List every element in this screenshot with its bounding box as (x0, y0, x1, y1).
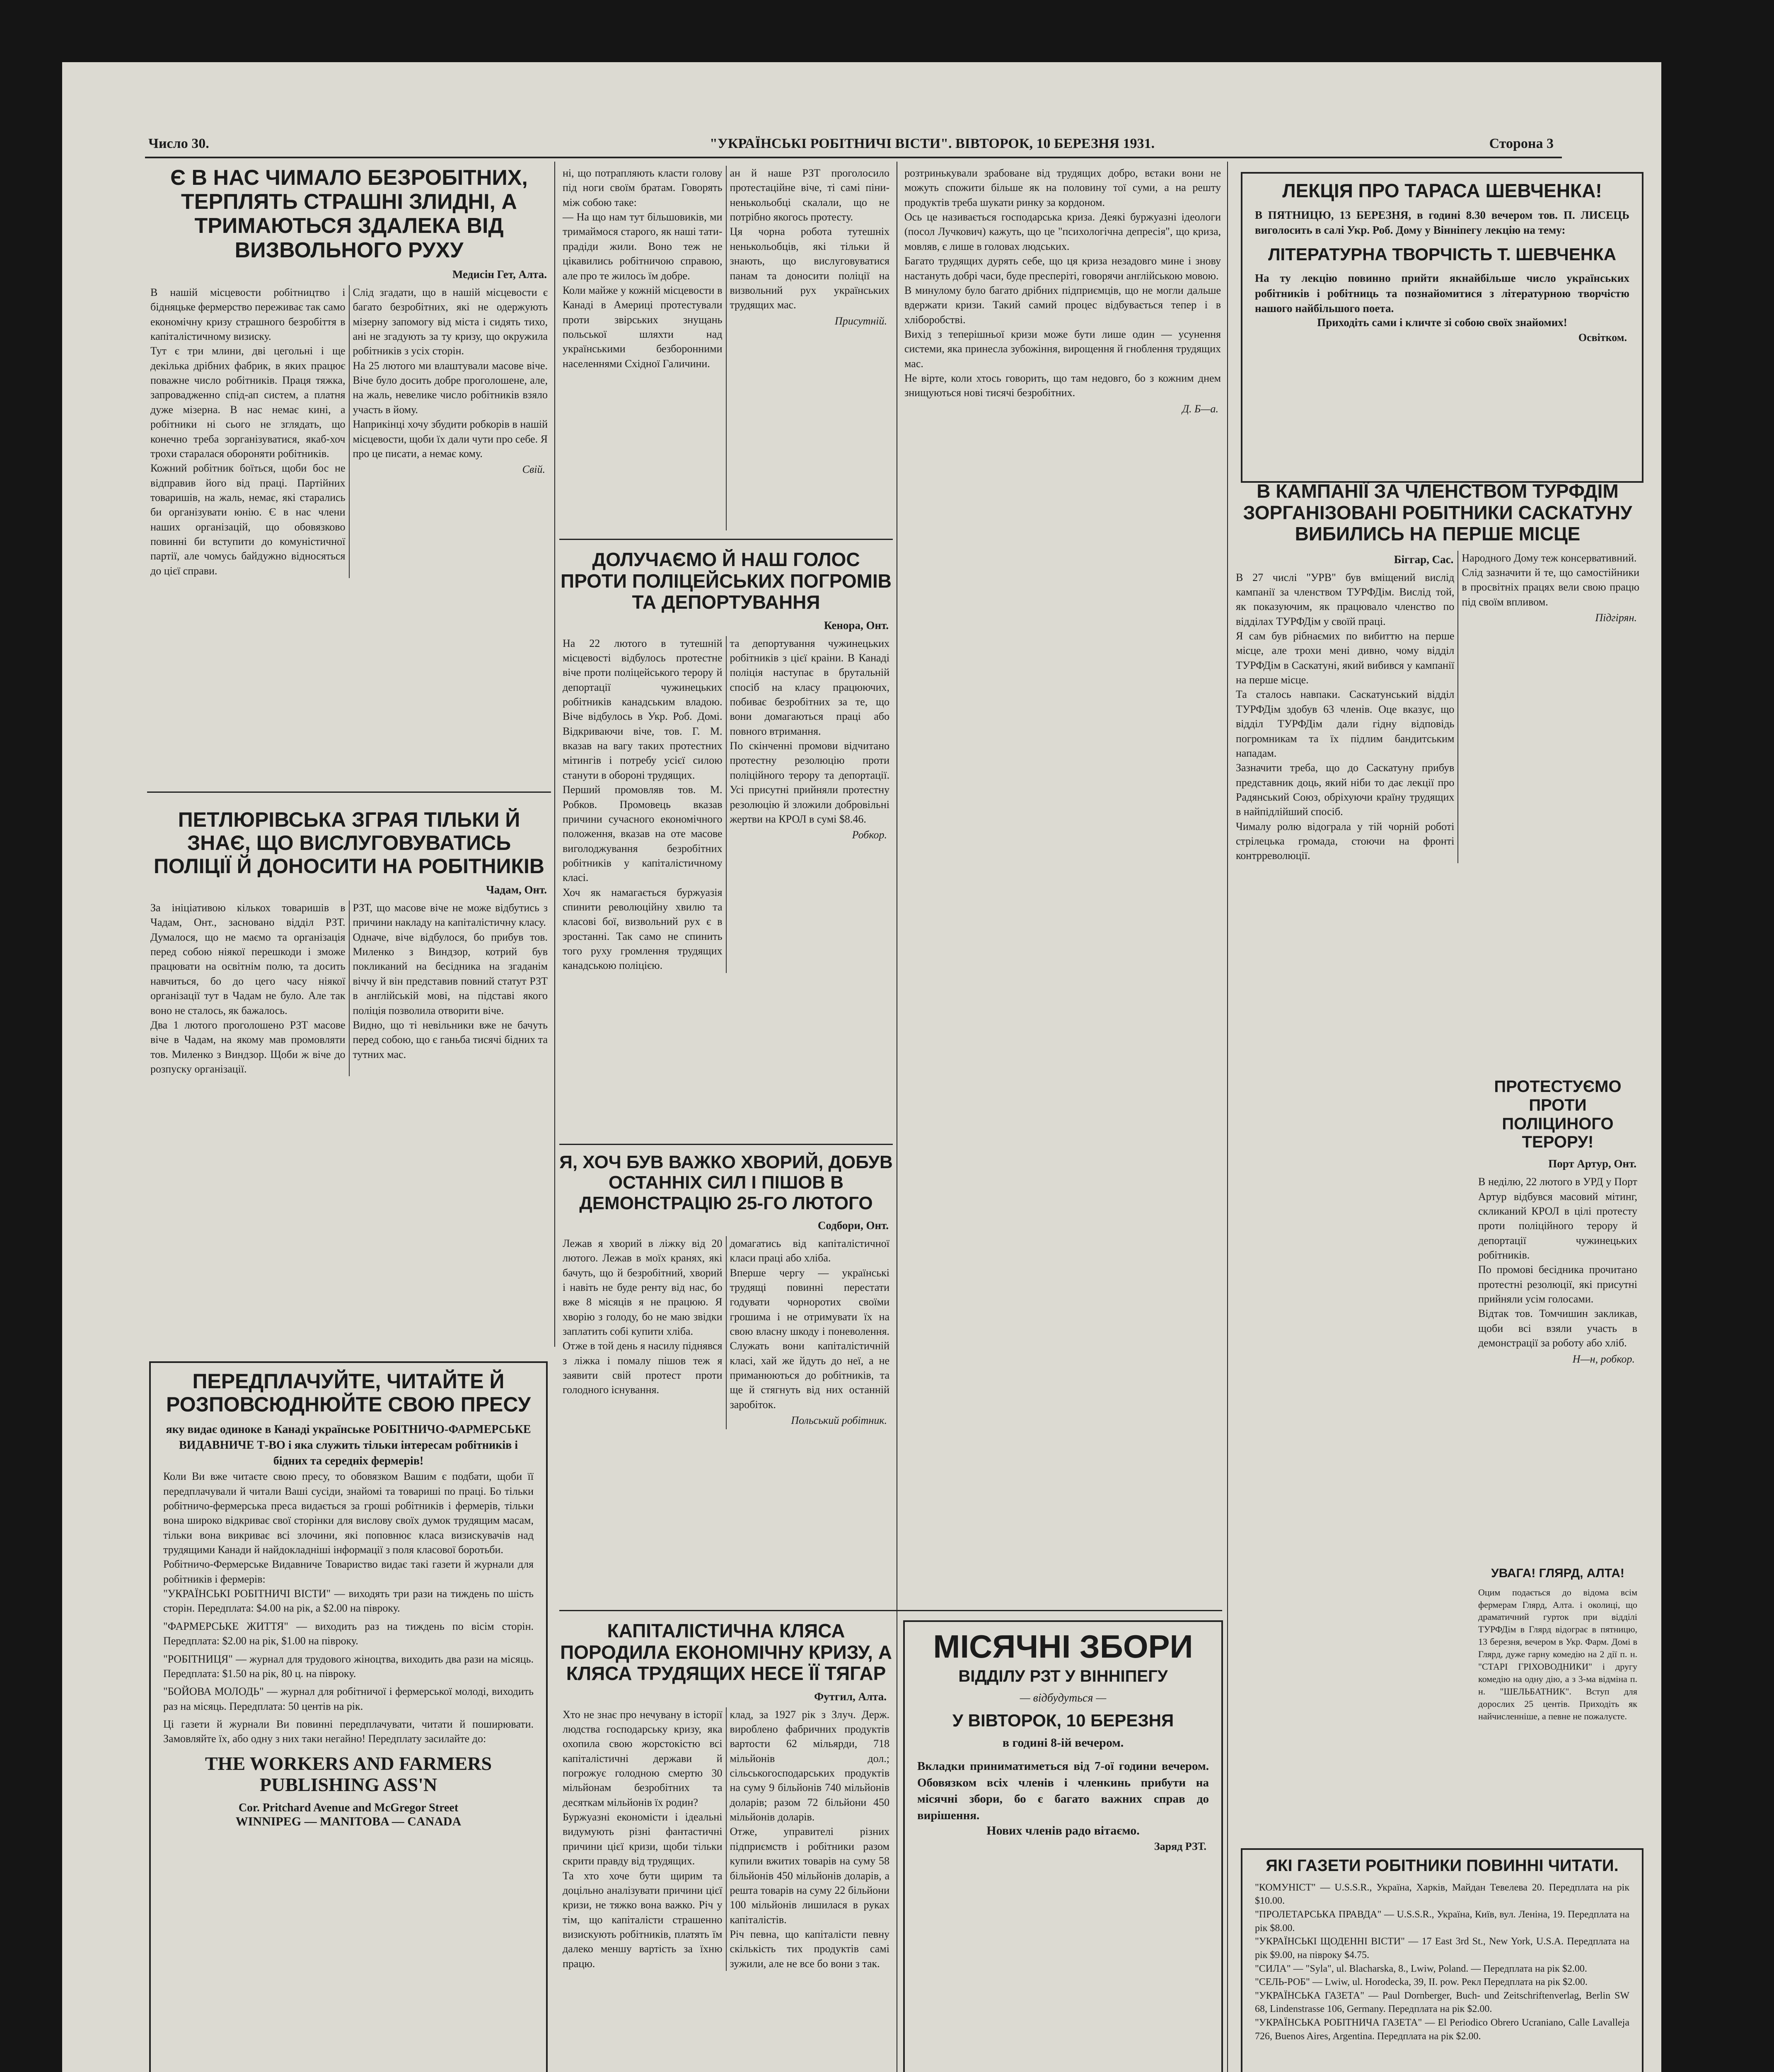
paper-item: "СИЛА" — "Syla", ul. Blacharska, 8., Lwiw, Poland. — Передплата на рік $2.00. (1255, 1963, 1587, 1974)
newspaper-page (62, 62, 1661, 2072)
article-crisis-continued (901, 166, 1224, 1600)
paragraph: Робітничо-Фермерське Видавниче Товариство видає такі газети й журнали для робітників і фермерів: (163, 1558, 534, 1585)
paragraph: Відтак тов. Томчишин закликав, щоби всі взяли участь в демонстрації за роботу або хліб. (1478, 1307, 1637, 1349)
article-signature: Польський робітник. (791, 1414, 887, 1427)
article-headline: В КАМПАНІЇ ЗА ЧЛЕНСТВОМ ТУРФДІМ ЗОРГАНІЗОВАНІ РОБІТНИКИ САСКАТУНУ ВИБИЛИСЬ НА ПЕРШЕ МІСЦЕ (1243, 481, 1632, 545)
publisher-name: THE WORKERS AND FARMERS PUBLISHING ASS'N (205, 1752, 492, 1796)
paragraph: Слід зазначити й те, що самостійники в просвітніх працях вели свою працю під своїм впливом. (1462, 566, 1639, 608)
paragraph: Перший промовляв тов. М. Робков. Промовець вказав причини сучасного економічного положення, вказав на оте масове виголоджування безробітних робітників у капіталістичному класі. (563, 784, 723, 884)
article-column (559, 636, 726, 973)
meeting-date: У ВІВТОРОК, 10 БЕРЕЗНЯ (952, 1711, 1174, 1731)
article-signature: Підгірян. (1595, 611, 1637, 624)
paragraph: Чималу ролю відограла у тій чорній роботі стрілецька громада, стоючи на фронті контрреволюції. (1236, 820, 1455, 862)
paragraph: Та хто хоче бути щирим та доцільно аналізувати причини цієї кризи, не тяжко вона важко. Річ у тім, що капіталісти страшенно визискують робітників, платять їм далеко меншу вартість за їхню працю. (563, 1869, 723, 1970)
box-title: ЛЕКЦІЯ ПРО ТАРАСА ШЕВЧЕНКА! (1282, 180, 1602, 201)
paragraph: На 25 лютого ми влаштували масове віче. Віче було досить добре проголошене, але, на жаль, невелике число робітників взяло участь в йому. (353, 359, 548, 416)
meeting-time: в годині 8-ій вечером. (1002, 1736, 1124, 1750)
subscribe-box (149, 1361, 548, 2072)
article-column (349, 285, 551, 578)
article-column (559, 1707, 726, 1971)
paper-item: "КОМУНІСТ" — U.S.S.R., Україна, Харків, Майдан Тевелева 20. Передплата на рік $10.00. (1255, 1882, 1629, 1907)
publication-item: "РОБІТНИЦЯ" — журнал для трудового жіноцтва, виходить два рази на місяць. Передплата: $1.50 на рік, 80 ц. на півроку. (163, 1653, 534, 1680)
paragraph: Коли майже у кожній місцевости в Канаді в Америці протестували проти звірських знущань польської шляхти над українськими безборонними населеннями Східної Галичини. (563, 284, 723, 370)
paragraph: Видно, що ті невільники вже не бачуть перед собою, що є ганьба тисячі бідних та тутних мас. (353, 1019, 548, 1060)
article-signature: Освітком. (1578, 332, 1627, 344)
publication-item: "БОЙОВА МОЛОДЬ" — журнал для робітничої і фермерської молоді, виходить раз на місяць. Передплата: 50 центів на рік. (163, 1685, 534, 1712)
paragraph: Буржуазні економісти і ідеальні видумують різні фантастичні причини цієї кризи, щоби тільки скрити правду від трудящих. (563, 1811, 723, 1867)
article-dateline: Порт Артур, Онт. (1548, 1157, 1636, 1170)
paragraph: По промові бесідника прочитано протестні резолюції, які присутні прийняли усім голосами. (1478, 1264, 1637, 1305)
paragraph: Хто не знає про нечувану в історії людства господарську кризу, яка охопила свою жорстокістю всі капіталістичні держави й погрожує голодною смертю 30 мільйонам безробітних та десяткам мільйонів їх родин? (563, 1708, 723, 1808)
box-title: ПЕРЕДПЛАЧУЙТЕ, ЧИТАЙТЕ Й РОЗПОВСЮДНЮЙТЕ СВОЮ ПРЕСУ (166, 1370, 531, 1416)
paragraph: В нашій місцевости робітництво і бідняцьке фермерство переживає так само економічну кризу страшного безробіття в капіталістичному визиску. (150, 286, 346, 343)
meeting-body: Вкладки приниматиметься від 7-ої години вечером. Обовязком всіх членів і членкинь прибути на місячні збори, бо є багато важних справ до вирішення. (917, 1760, 1209, 1822)
article-column (349, 900, 551, 1076)
paragraph: Я сам був рібнаємих по вибиттю на перше місце, але трохи мені дивно, чому відділ ТУРФДім в Саскатуні, який вибився у кампанії на перше місце. (1236, 629, 1455, 686)
article-signature: Н—н, робкор. (1572, 1353, 1635, 1365)
article-dateline: Кенора, Онт. (824, 619, 889, 632)
article-signature: Робкор. (852, 829, 887, 841)
paragraph: клад, за 1927 рік з Злуч. Держ. вироблено фабричних продуктів вартости 62 мільярди, 718 мільйонів дол.; сільськогосподарських продуктів на суму 9 більйонів 740 мільйонів доларів; разом 72 більйони 450 мільйонів доларів. (730, 1708, 889, 1823)
box-subtitle: ВІДДІЛУ РЗТ У ВІННІПЕГУ (958, 1667, 1168, 1686)
paper-item: "ПРОЛЕТАРСЬКА ПРАВДА" — U.S.S.R., Україна, Київ, вул. Леніна, 19. Передплата на рік $8.00. (1255, 1909, 1629, 1934)
article-headline: Є В НАС ЧИМАЛО БЕЗРОБІТНИХ, ТЕРПЛЯТЬ СТРАШНІ ЗЛИДНІ, А ТРИМАЮТЬСЯ ЗДАЛЕКА ВІД ВИЗВОЛЬНОГО РУХУ (170, 166, 528, 262)
paragraph: Тут є три млини, дві цегольні і ще декілька дрібних фабрик, в яких працює поважне число робітників. Праця тяжка, запровадженно спід-ап систем, а платня дуже мізерна. В нас немає кині, а робітники ні сього не зглядать, що конечно треба зорганізуватися, якаб-хоч трохи старалася обороняти робітників. (150, 345, 346, 460)
paragraph: Слід згадати, що в нашій місцевости є багато безробітних, які не одержують мізерну запомогу від міста і сидять тихо, ані не згадують за ту кризу, що окружила робітників з усіх сторін. (353, 286, 548, 357)
lecture-call: Приходіть сами і кличте зі собою своїх знайомих! (1317, 316, 1567, 329)
publisher-city: WINNIPEG — MANITOBA — CANADA (235, 1814, 462, 1828)
article-column (726, 1707, 893, 1971)
article-dateline: Медисін Гет, Алта. (452, 268, 547, 281)
box-subtitle: яку видає одиноке в Канаді українське РОБІТНИЧО-ФАРМЕРСЬКЕ ВИДАВНИЧЕ Т-ВО і яка служить тільки інтересам робітників і бідних та середніх фермерів! (166, 1423, 531, 1468)
lecture-invite: На ту лекцію повинно прийти якнайбільше число українських робітників і робітниць та познайомитися з літературною творчістю нашого найбільшого поета. (1255, 271, 1629, 315)
article-column (1233, 551, 1457, 863)
paragraph: Багато трудящих дурять себе, що ця криза незадовго мине і знову настануть добрі часи, буде пресперіті, говорячи англійською мовою. (904, 255, 1221, 282)
article-dateline: Біггар, Сас. (1394, 553, 1454, 566)
paragraph: — На що нам тут більшовиків, ми тримаймося старого, як наші тати-прадіди жили. Воно теж не цікавились робітничою справою, але про те жилось їм добре. (563, 211, 723, 282)
article-signature: Свій. (522, 463, 545, 476)
notice-title: УВАГА! ГЛЯРД, АЛТА! (1491, 1566, 1624, 1580)
article-police-terror-protest (1475, 1077, 1641, 1562)
paragraph: ан й наше РЗТ проголосило протестаційне віче, ті самі піни-ненькольобці скалали, що не потрібно якогось протесту. (730, 167, 889, 223)
masthead: "УКРАЇНСЬКІ РОБІТНИЧІ ВІСТИ". ВІВТОРОК, 10 БЕРЕЗНЯ 1931. (710, 136, 1155, 151)
article-signature: Присутній. (834, 315, 887, 327)
publication-item: "УКРАЇНСЬКІ РОБІТНИЧІ ВІСТИ" — виходять три рази на тиждень по шість сторін. Передплата: $4.00 на рік, а $2.00 на півроку. (163, 1588, 534, 1615)
paragraph: Ось це називається господарська криза. Деякі буржуазні ідеологи (посол Лучкович) кажуть, що це "психологічна депресія", що криза, мовляв, є лише в головах людських. (904, 211, 1221, 252)
section-rule (559, 539, 893, 540)
paragraph: Отже, управителі різних підприємств і робітники разом купили вжитих товарів на суму 58 більйонів 450 мільйонів доларів, а решта товарів на суму 22 більйони 100 мільйонів лишилася в руках капіталістів. (730, 1825, 889, 1926)
paragraph: домагатись від капіталістичної класи праці або хліба. (730, 1237, 889, 1264)
publication-item: "ФАРМЕРСЬКЕ ЖИТТЯ" — виходить раз на тиждень по вісім сторін. Передплата: $2.00 на рік, $1.00 на півроку. (163, 1620, 534, 1647)
article-signature: Заряд РЗТ. (1154, 1840, 1206, 1852)
article-column (559, 1236, 726, 1429)
paragraph: Вихід з теперішньої кризи може бути лише один — усунення системи, яка принесла зубожіння, вирощення й гноблення трудящих мас. (904, 328, 1221, 370)
paragraph: РЗТ, що масове віче не може відбутись з причини накладу на капіталістичну класу. (353, 902, 548, 929)
paragraph: По скінченні промови відчитано протестну резолюцію проти поліційного терору та депортації. Усі присутні прийняли протестну резолюцію й зложили добровільні жертви на КРОЛ в сумі $8.46. (730, 740, 889, 825)
paper-item: "УКРАЇНСЬКА РОБІТНИЧА ГАЗЕТА" — El Periodico Obrero Ucraniano, Calle Lavalleja 726, Buenos Aires, Argentina. Передплата на рік $2.00. (1255, 2017, 1629, 2042)
paragraph: Два 1 лютого проголошено РЗТ масове віче в Чадам, на якому мав промовляти тов. Миленко з Виндзор. Щоби ж віче до розпуску організації. (150, 1019, 346, 1075)
paragraph: Зазначити треба, що до Саскатуну прибув представник доць, який ніби то дає лекції про Радянський Союз, обріхуючи країну трудящих в найпідлійший спосіб. (1236, 762, 1455, 818)
paragraph: На 22 лютого в тутешній місцевості відбулось протестне віче проти поліцейського терору й депортації чужинецьких робітників канадським владою. Віче відбулось в Укр. Роб. Домі. Відкриваючи віче, тов. Г. М. вказав на вагу таких протестних мітингів і потребу усієї силою станути в обороні трудящих. (563, 637, 723, 781)
article-headline: КАПІТАЛІСТИЧНА КЛЯСА ПОРОДИЛА ЕКОНОМІЧНУ КРИЗУ, А КЛЯСА ТРУДЯЩИХ НЕСЕ ЇЇ ТЯГАР (560, 1620, 892, 1685)
article-police-pogroms (559, 549, 893, 1138)
article-column (726, 636, 893, 973)
paragraph: Наприкінці хочу збудити робкорів в нашій місцевости, щоби їх дали чути про себе. Я про це писати, а немає кому. (353, 418, 548, 460)
article-dateline: Содбори, Онт. (817, 1219, 889, 1232)
paragraph: ні, що потрапляють класти голову під ноги своїм братам. Говорять між собою таке: (563, 167, 723, 208)
header-rule (145, 157, 1562, 158)
paragraph: Отже в той день я насилу піднявся з ліжка і помалу пішов теж я заявити свій протест проти голодного існування. (563, 1340, 723, 1396)
section-rule (559, 1610, 1222, 1611)
paragraph: Ця чорна робота тутешніх ненькольобців, які тільки й знають, що вислуговуватися панам та доносити поліції на визвольний рух українських трудящих мас. (730, 225, 889, 311)
paper-item: "СЕЛЬ-РОБ" — Lwiw, ul. Horodecka, 39, II. pow. Рекл Передплата на рік $2.00. (1255, 1977, 1588, 1988)
article-column (726, 166, 893, 530)
article-unemployed (147, 166, 551, 779)
article-column (726, 1236, 893, 1429)
paragraph: Та сталось навпаки. Саскатунський відділ ТУРФДім здобув 63 членів. Оце вказує, що відділ ТУРФДім дали гідну відповідь погромникам та їх підлим бандитським нападам. (1236, 688, 1455, 759)
article-turfdim-campaign (1233, 481, 1643, 1082)
section-rule (147, 792, 551, 793)
lecture-topic: ЛІТЕРАТУРНА ТВОРЧІСТЬ Т. ШЕВЧЕНКА (1268, 244, 1617, 264)
article-petliura (147, 808, 551, 1368)
column-rule (554, 162, 555, 1347)
paragraph: розтринькували зрабоване від трудящих добро, вєтаки вони не можуть спожити більше як на половину тої суми, а на решту продуктів треба шукати ринку за кордоном. (904, 167, 1221, 208)
article-column (147, 900, 349, 1076)
meeting-held: — відбудуться — (1020, 1692, 1107, 1705)
recommended-papers-box (1241, 1848, 1643, 2072)
column-rule (1227, 162, 1228, 2072)
paragraph: Лежав я хворий в ліжку від 20 лютого. Лежав в моїх кранях, які бачуть, що й безробітний, хворий і навіть не буде ренту від нас, бо вже 8 місяців я не працюю. Я хворію з голоду, бо не маю звідки заплатить собі купити хліба. (563, 1237, 723, 1337)
paragraph: Вперше чергу — українські трудящі повинні перестати годувати чорноротих своїми грошима і не отримувати їх на свою власну шкоду і поневолення. Служать вони капіталістичній класі, хай же йдуть до неї, а не приманюються до робітників, та ще й стягнуть від них останній заробіток. (730, 1266, 889, 1411)
paragraph: Хоч як намагається буржуазія спинити революційну хвилю та класові бої, визвольний рух є в зростанні. Так само не спинить того руху громлення трудящих канадською поліцією. (563, 886, 723, 972)
box-title: МІСЯЧНІ ЗБОРИ (933, 1628, 1193, 1665)
paragraph: Кожний робітник боїться, щоби бос не відправив його від праці. Партійних товаришів, на жаль, немає, які старались би організувати юнію. Є в нас члени наших організацій, що обовязково повинні би вступити до комуністичної партії, але чомусь байдужно відносяться до цієї справи. (150, 462, 346, 577)
article-headline: Я, ХОЧ БУВ ВАЖКО ХВОРИЙ, ДОБУВ ОСТАННІХ СИЛ І ПІШОВ В ДЕМОНСТРАЦІЮ 25-ГО ЛЮТОГО (559, 1152, 893, 1213)
paragraph: За ініціативою кількох товаришів в Чадам, Онт., засновано відділ РЗТ. Думалося, що не маємо та організація перед собою ніякої перешкоди і зможе працювати на освітнім полю, та досить навчиться, бо до цего часу ніякої організації тут в Чадам не було. Але так воно не сталось, як бажалось. (150, 902, 346, 1017)
paragraph: Ці газети й журнали Ви повинні передплачувати, читати й поширювати. Замовляйте їх, або одну з них таки негайно! Передплату засилайте до: (163, 1718, 534, 1745)
article-headline: ПРОТЕСТУЄМО ПРОТИ ПОЛІЦИНОГО ТЕРОРУ! (1494, 1077, 1622, 1152)
article-headline: ПЕТЛЮРІВСЬКА ЗГРАЯ ТІЛЬКИ Й ЗНАЄ, ЩО ВИСЛУГОВУВАТИСЬ ПОЛІЦІЇ Й ДОНОСИТИ НА РОБІТНИКІВ (153, 808, 545, 878)
lecture-details: В ПЯТНИЦЮ, 13 БЕРЕЗНЯ, в годині 8.30 вечером тов. П. ЛИСЕЦЬ виголосить в салі Укр. Роб. Дому у Вінніпегу лекцію на тему: (1255, 208, 1629, 237)
article-demonstration (559, 1152, 893, 1604)
article-signature: Д. Б—а. (1182, 402, 1218, 415)
article-column (559, 166, 726, 530)
paragraph: Одначе, віче відбулося, бо прибув тов. Миленко з Виндзор, котрий був покликаний на бесідника на згаданім віччу й він представив повний статут РЗТ в англійській мові, на підставі якого поліція позволила отворити віче. (353, 931, 548, 1017)
paper-item: "УКРАЇНСЬКА ГАЗЕТА" — Paul Dornberger, Buch- und Zeitschriftenverlag, Berlin SW 68, Lindenstrasse 106, Germany. Передплата на рік $2.00. (1255, 1990, 1629, 2015)
section-rule (559, 1144, 893, 1145)
paragraph: та депортування чужинецьких робітників з цієї краіни. В Канаді поліція наступає в брутальній спосіб на класу працюючих, побиває безробітних за те, що вони домагаються праці або повного втримання. (730, 637, 889, 737)
paragraph: В минулому було багато дрібних підприємців, що не могли дальше вдержати кризи. Такий самий процес відбувається тепер і в хліборобстві. (904, 284, 1221, 326)
article-continuation (559, 166, 893, 530)
paper-item: "УКРАЇНСЬКІ ЩОДЕННІ ВІСТИ" — 17 East 3rd St., New York, U.S.A. Передплата на рік $9.00, на півроку $4.75. (1255, 1936, 1629, 1961)
paragraph: Річ певна, що капіталісти певну скількість тих продуктів самі зужили, але не все бо вони з так. (730, 1928, 889, 1970)
publisher-address: Cor. Pritchard Avenue and McGregor Street (238, 1801, 459, 1814)
article-dateline: Чадам, Онт. (486, 884, 547, 896)
issue-number: Число 30. (148, 136, 209, 151)
paragraph: В неділю, 22 лютого в УРД у Порт Артур відбувся масовий мітинг, скликаний КРОЛ в цілі протесту проти поліційного терору й депортації чужинецьких робітників. (1478, 1176, 1637, 1261)
paragraph: Народного Дому теж консервативний. (1462, 552, 1637, 564)
article-column (147, 285, 349, 578)
article-column (1457, 551, 1643, 863)
papers-list (1252, 1881, 1633, 2043)
article-dateline: Футгил, Алта. (814, 1690, 887, 1703)
meeting-welcome: Нових членів радо вітаємо. (986, 1823, 1140, 1837)
article-headline: ДОЛУЧАЄМО Й НАШ ГОЛОС ПРОТИ ПОЛІЦЕЙСЬКИХ ПОГРОМІВ ТА ДЕПОРТУВАННЯ (561, 549, 892, 613)
lecture-box (1241, 172, 1643, 483)
page-number: Сторона 3 (1489, 136, 1554, 151)
publication-list (160, 1586, 537, 1714)
notice-body: Оцим подається до відома всім фермерам Глярд, Алта. і околиці, що драматичний гурток при відділі ТУРФДім в Глярд відограє в пятницю, 13 березня, вечером в Укр. Фарм. Домі в Глярд, дуже гарну комедію на 2 дії п. н. "СТАРІ ГРІХОВОДНИКИ" і другу комедію на одну дію, а з 3-ма відміна п. н. "ШЕЛЬБАТНИК". Вступ для дорослих 25 центів. Приходіть як найчисленніше, а певне не пожалуєте. (1478, 1587, 1637, 1721)
meeting-notice-box (903, 1620, 1223, 2072)
glyard-notice (1475, 1566, 1641, 1823)
box-title: ЯКІ ГАЗЕТИ РОБІТНИКИ ПОВИННІ ЧИТАТИ. (1266, 1857, 1619, 1875)
paragraph: В 27 числі "УРВ" був вміщений вислід кампанії за членством ТУРФДім. Вислід той, як показуючим, як працювало членство по відділах ТУРФДім у своїй праці. (1236, 571, 1455, 627)
paragraph: Не вірте, коли хтось говорить, що там недовго, бо з кожним днем знищуються нові тисячі безробітних. (904, 372, 1221, 399)
paragraph: Коли Ви вже читаєте свою пресу, то обовязком Вашим є подбати, щоби її передплачували й читали Ваші сусіди, знайомі та товариші по праці. Бо тільки робітничо-фермерська преса видається за гроші робітників і фермерів, тільки вона широко відкриває свої сторінки для вислову своїх думок трудящим масам, тільки вона викриває всі злочини, які поповнює класа визискувачів над трудящими Канади й найдокладніші інформації з поля класової боротьби. (163, 1470, 534, 1556)
